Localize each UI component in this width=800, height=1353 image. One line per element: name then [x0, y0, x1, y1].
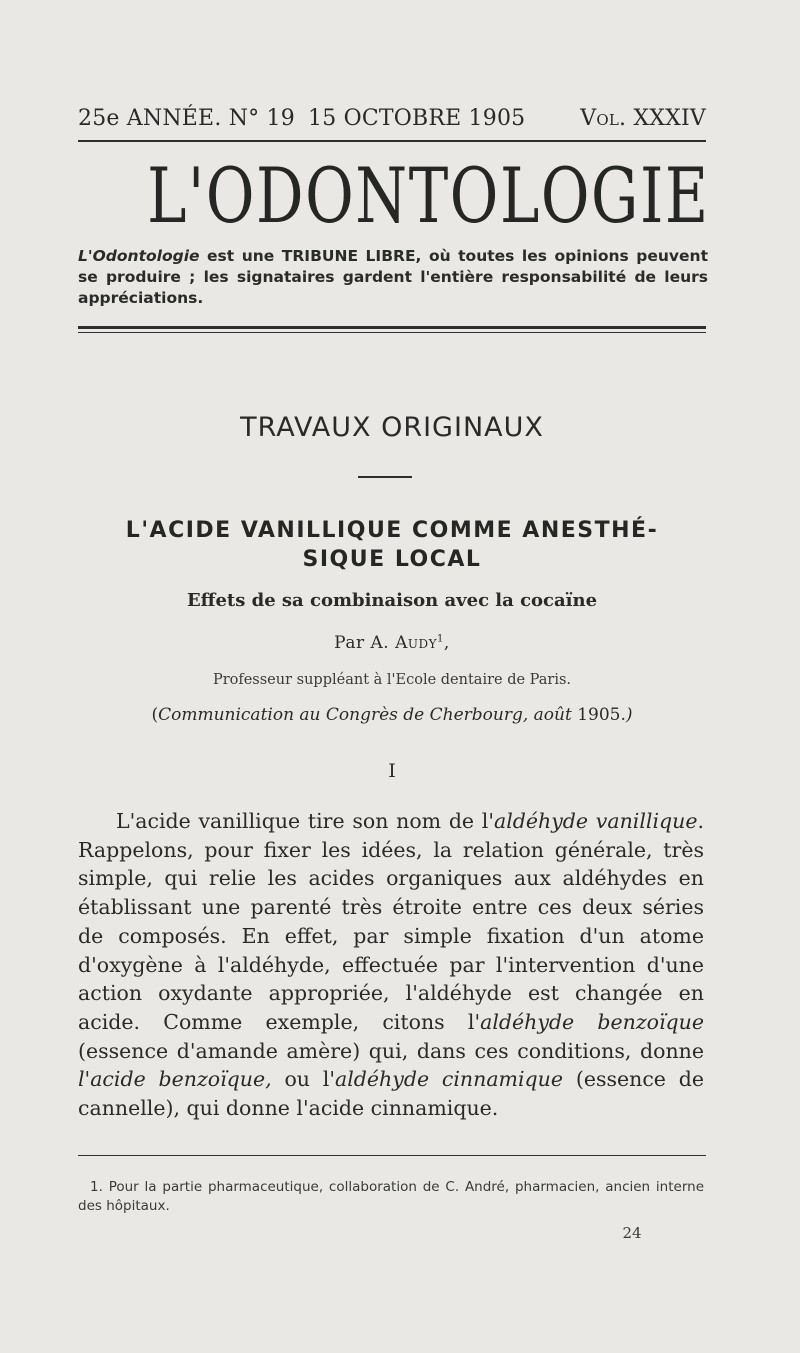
- author-affiliation: Professeur suppléant à l'Ecole dentaire de Paris.: [212, 672, 572, 688]
- communication-text: Communication au Congrès de Cherbourg, août: [158, 705, 578, 725]
- body-text-4: ou l': [271, 1067, 336, 1092]
- author-name: Audy: [395, 633, 438, 653]
- footnote-marker: 1: [437, 633, 444, 645]
- section-number: I: [388, 760, 396, 782]
- journal-title: L'ODONTOLOGIE: [147, 151, 710, 240]
- header-rule: [78, 140, 706, 142]
- author-prefix: Par A.: [334, 633, 396, 653]
- editorial-notice: [78, 246, 708, 309]
- double-rule-bottom: [78, 332, 706, 333]
- author-suffix: ,: [443, 633, 450, 653]
- body-text-3: (essence d'amande amère) qui, dans ces conditions, donne: [78, 1038, 704, 1063]
- footnote: [78, 1178, 704, 1216]
- body-em-3: l'acide benzoïque,: [78, 1067, 272, 1092]
- communication-close: .): [620, 705, 633, 725]
- body-text-1: L'acide vanillique tire son nom de l': [116, 809, 494, 833]
- body-em-4: aldéhyde cinnamique: [335, 1067, 564, 1092]
- issue-date: 15 OCTOBRE 1905: [308, 106, 526, 131]
- author-line: [78, 633, 706, 653]
- article-title: [78, 516, 706, 574]
- body-em-2: aldéhyde benzoïque: [480, 1009, 705, 1034]
- editorial-notice-text: est une TRIBUNE LIBRE, où toutes les opinions peuvent se produire ; les signataires gardent l'entière responsabilité de leurs appréciations.: [78, 247, 708, 307]
- issue-number: 25e ANNÉE. N° 19: [78, 106, 295, 131]
- article-title-line2: SIQUE LOCAL: [302, 547, 482, 572]
- footnote-rule: [78, 1155, 706, 1156]
- footnote-text: Pour la partie pharmaceutique, collaboration de C. André, pharmacien, ancien interne des hôpitaux.: [78, 1179, 704, 1214]
- running-header: [78, 100, 706, 140]
- body-text-2: . Rappelons, pour fixer les idées, la relation générale, très simple, qui relie les acides organiques aux aldéhydes en établissant une parenté très étroite entre ces deux séries de composés. En effet, par simple fixation d'un atome d'oxygène à l'aldéhyde, effectuée par l'intervention d'une action oxydante appropriée, l'aldéhyde est changée en acide. Comme exemple, citons l': [78, 809, 704, 1034]
- page-number: 24: [622, 1224, 642, 1242]
- footnote-number: 1.: [90, 1179, 103, 1195]
- double-rule-top: [78, 326, 706, 329]
- section-title: TRAVAUX ORIGINAUX: [240, 412, 544, 443]
- article-title-line1: L'ACIDE VANILLIQUE COMME ANESTHÉ-: [125, 518, 659, 543]
- journal-name: L'Odontologie: [78, 247, 200, 265]
- communication-note: [78, 705, 706, 725]
- body-em-1: aldéhyde vanillique: [493, 809, 698, 833]
- volume-number: Vol. XXXIV: [580, 106, 706, 131]
- section-divider: [358, 476, 412, 478]
- communication-open: (: [151, 705, 159, 725]
- communication-year: 1905: [577, 705, 621, 725]
- body-paragraph: [78, 807, 704, 1123]
- body-text-5: (essence de cannelle), qui donne l'acide cinnamique.: [78, 1067, 704, 1121]
- article-subtitle: Effets de sa combinaison avec la cocaïne: [186, 590, 598, 611]
